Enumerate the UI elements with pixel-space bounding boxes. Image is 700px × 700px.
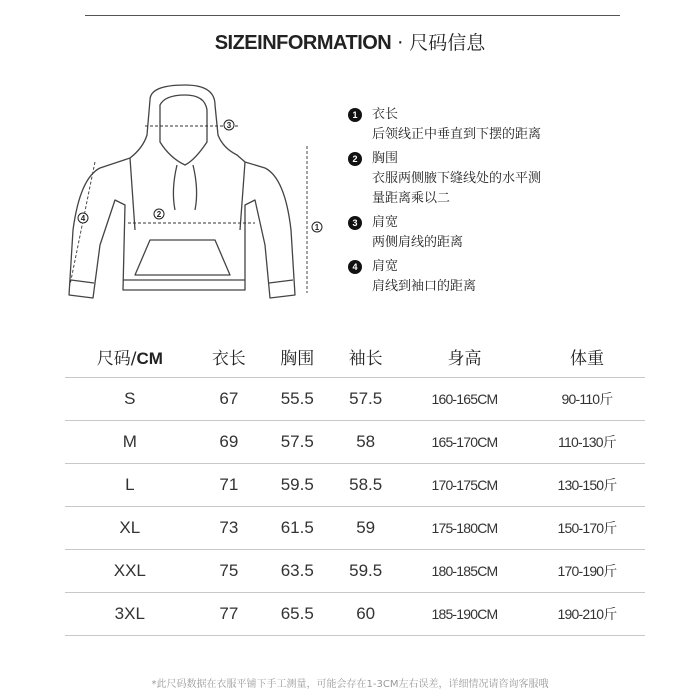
cell-height: 165-170CM bbox=[400, 421, 529, 464]
legend-number-2: 2 bbox=[348, 152, 362, 166]
cell-size: S bbox=[65, 378, 195, 421]
legend-label: 胸围 bbox=[372, 151, 399, 166]
cell-weight: 150-170斤 bbox=[529, 507, 645, 550]
table-row bbox=[65, 421, 645, 464]
cell-height: 185-190CM bbox=[400, 593, 529, 636]
measurement-footnote: *此尺码数据在衣服平铺下手工测量，可能会存在1-3CM左右误差，详细情况请咨询客服哦 bbox=[151, 679, 549, 690]
size-table bbox=[65, 335, 645, 636]
cell-sleeve: 57.5 bbox=[331, 378, 399, 421]
legend-desc: 两侧肩线的距离 bbox=[372, 235, 464, 250]
cell-sleeve: 59 bbox=[331, 507, 399, 550]
cell-size: 3XL bbox=[65, 593, 195, 636]
legend-label: 肩宽 bbox=[372, 259, 399, 274]
cell-height: 170-175CM bbox=[400, 464, 529, 507]
table-row bbox=[65, 378, 645, 421]
cell-weight: 90-110斤 bbox=[529, 378, 645, 421]
cell-sleeve: 60 bbox=[331, 593, 399, 636]
legend-number-4: 4 bbox=[348, 260, 362, 274]
cell-length: 73 bbox=[195, 507, 263, 550]
table-row bbox=[65, 593, 645, 636]
table-row bbox=[65, 507, 645, 550]
legend-item bbox=[348, 257, 541, 297]
cell-chest: 55.5 bbox=[263, 378, 331, 421]
title-separator: · bbox=[397, 32, 404, 54]
legend-desc: 后领线正中垂直到下摆的距离 bbox=[372, 127, 542, 142]
legend-number-1: 1 bbox=[348, 108, 362, 122]
legend-desc: 肩线到袖口的距离 bbox=[372, 279, 477, 294]
cell-height: 180-185CM bbox=[400, 550, 529, 593]
header-height: 身高 bbox=[447, 348, 482, 369]
cell-sleeve: 58.5 bbox=[331, 464, 399, 507]
legend-number-3: 3 bbox=[348, 216, 362, 230]
cell-weight: 110-130斤 bbox=[529, 421, 645, 464]
cell-chest: 63.5 bbox=[263, 550, 331, 593]
cell-length: 69 bbox=[195, 421, 263, 464]
cell-chest: 65.5 bbox=[263, 593, 331, 636]
measurement-legend bbox=[348, 105, 541, 301]
cell-chest: 61.5 bbox=[263, 507, 331, 550]
header-size-label: 尺码/ bbox=[96, 348, 137, 369]
legend-item bbox=[348, 213, 541, 253]
header-length: 衣长 bbox=[211, 348, 246, 369]
legend-desc: 量距离乘以二 bbox=[372, 191, 451, 206]
title-chinese: 尺码信息 bbox=[409, 32, 486, 54]
diagram-label-4: 4 bbox=[80, 214, 86, 223]
cell-size: XL bbox=[65, 507, 195, 550]
cell-length: 67 bbox=[195, 378, 263, 421]
header-sleeve: 袖长 bbox=[348, 348, 383, 369]
header-weight: 体重 bbox=[570, 348, 605, 369]
cell-length: 77 bbox=[195, 593, 263, 636]
cell-weight: 130-150斤 bbox=[529, 464, 645, 507]
diagram-label-1: 1 bbox=[314, 223, 320, 232]
top-divider bbox=[85, 15, 620, 16]
cell-weight: 190-210斤 bbox=[529, 593, 645, 636]
header-size bbox=[65, 335, 195, 378]
table-row bbox=[65, 464, 645, 507]
cell-length: 75 bbox=[195, 550, 263, 593]
legend-item bbox=[348, 149, 541, 209]
cell-length: 71 bbox=[195, 464, 263, 507]
table-header-row bbox=[65, 335, 645, 378]
cell-size: XXL bbox=[65, 550, 195, 593]
cell-sleeve: 59.5 bbox=[331, 550, 399, 593]
hoodie-diagram bbox=[55, 80, 335, 320]
title-english: SIZEINFORMATION bbox=[214, 32, 392, 54]
cell-height: 175-180CM bbox=[400, 507, 529, 550]
cell-sleeve: 58 bbox=[331, 421, 399, 464]
cell-size: L bbox=[65, 464, 195, 507]
header-chest: 胸围 bbox=[280, 348, 315, 369]
diagram-label-3: 3 bbox=[226, 121, 232, 130]
header-size-unit: CM bbox=[136, 348, 163, 368]
legend-label: 衣长 bbox=[372, 107, 399, 122]
table-row bbox=[65, 550, 645, 593]
diagram-label-2: 2 bbox=[156, 210, 162, 219]
legend-label: 肩宽 bbox=[372, 215, 399, 230]
cell-weight: 170-190斤 bbox=[529, 550, 645, 593]
legend-item bbox=[348, 105, 541, 145]
cell-chest: 59.5 bbox=[263, 464, 331, 507]
cell-chest: 57.5 bbox=[263, 421, 331, 464]
cell-size: M bbox=[65, 421, 195, 464]
legend-desc: 衣服两侧腋下缝线处的水平测 bbox=[372, 171, 542, 186]
cell-height: 160-165CM bbox=[400, 378, 529, 421]
page-title bbox=[0, 28, 700, 55]
